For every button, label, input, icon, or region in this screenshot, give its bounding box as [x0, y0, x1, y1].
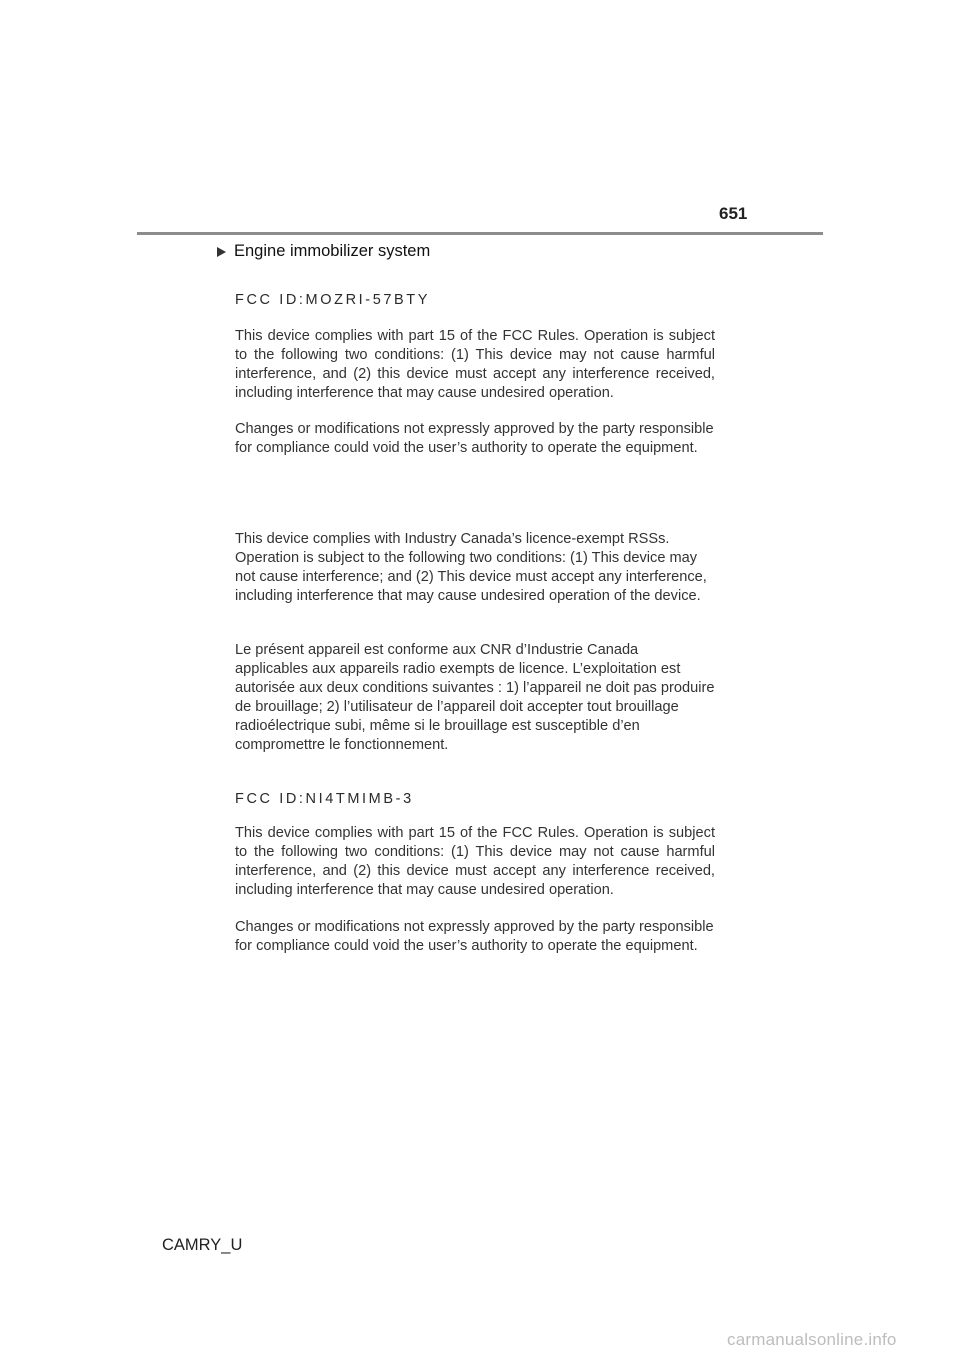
changes-warning-2-block [235, 918, 715, 967]
fcc-statement-1-block [235, 327, 715, 414]
fcc-statement-2: This device complies with part 15 of the FCC Rules. Operation is subject to the following two conditions: (1) This device may not cause harmful interference, and (2) this device must accept any interference received, including interference that may cause undesired operation. [235, 825, 715, 898]
header-rule [137, 232, 823, 235]
changes-warning-1: Changes or modifications not expressly approved by the party responsible for compliance could void the user’s authority to operate the equipment. [235, 421, 714, 456]
changes-warning-2: Changes or modifications not expressly approved by the party responsible for compliance could void the user’s authority to operate the equipment. [235, 919, 714, 954]
fcc-id-2-block [235, 791, 715, 807]
triangle-bullet-icon [217, 247, 226, 257]
ic-statement-fr: Le présent appareil est conforme aux CNR d’Industrie Canada applicables aux appareils radio exempts de licence. L’exploitation est autorisée aux deux conditions suivantes : 1) l’appareil ne doit pas produire de brouillage; 2) l’utilisateur de l’appareil doit accepter tout brouillage radioélectrique subi, même si le brouillage est susceptible d’en compromettre le fonctionnement. [235, 642, 715, 753]
fcc-statement-2-block [235, 824, 715, 911]
ic-statement-fr-block [235, 641, 715, 766]
fcc-id-1: FCC ID:MOZRI-57BTY [235, 292, 431, 308]
fcc-id-1-block [235, 292, 715, 308]
changes-warning-1-block [235, 420, 715, 469]
footer-model-code: CAMRY_U [162, 1236, 243, 1254]
fcc-statement-1: This device complies with part 15 of the FCC Rules. Operation is subject to the following two conditions: (1) This device may not cause harmful interference, and (2) this device must accept any interference received, including interference that may cause undesired operation. [235, 328, 715, 401]
section-heading-text: Engine immobilizer system [234, 242, 431, 260]
ic-statement-en-block [235, 530, 715, 617]
fcc-id-2: FCC ID:NI4TMIMB-3 [235, 791, 414, 807]
section-heading [217, 242, 430, 261]
page-number: 651 [719, 204, 748, 223]
watermark-text: carmanualsonline.info [727, 1330, 897, 1349]
ic-statement-en: This device complies with Industry Canada’s licence-exempt RSSs. Operation is subject to the following two conditions: (1) This device may not cause interference; and (2) This device must accept any interference, including interference that may cause undesired operation of the device. [235, 531, 707, 604]
